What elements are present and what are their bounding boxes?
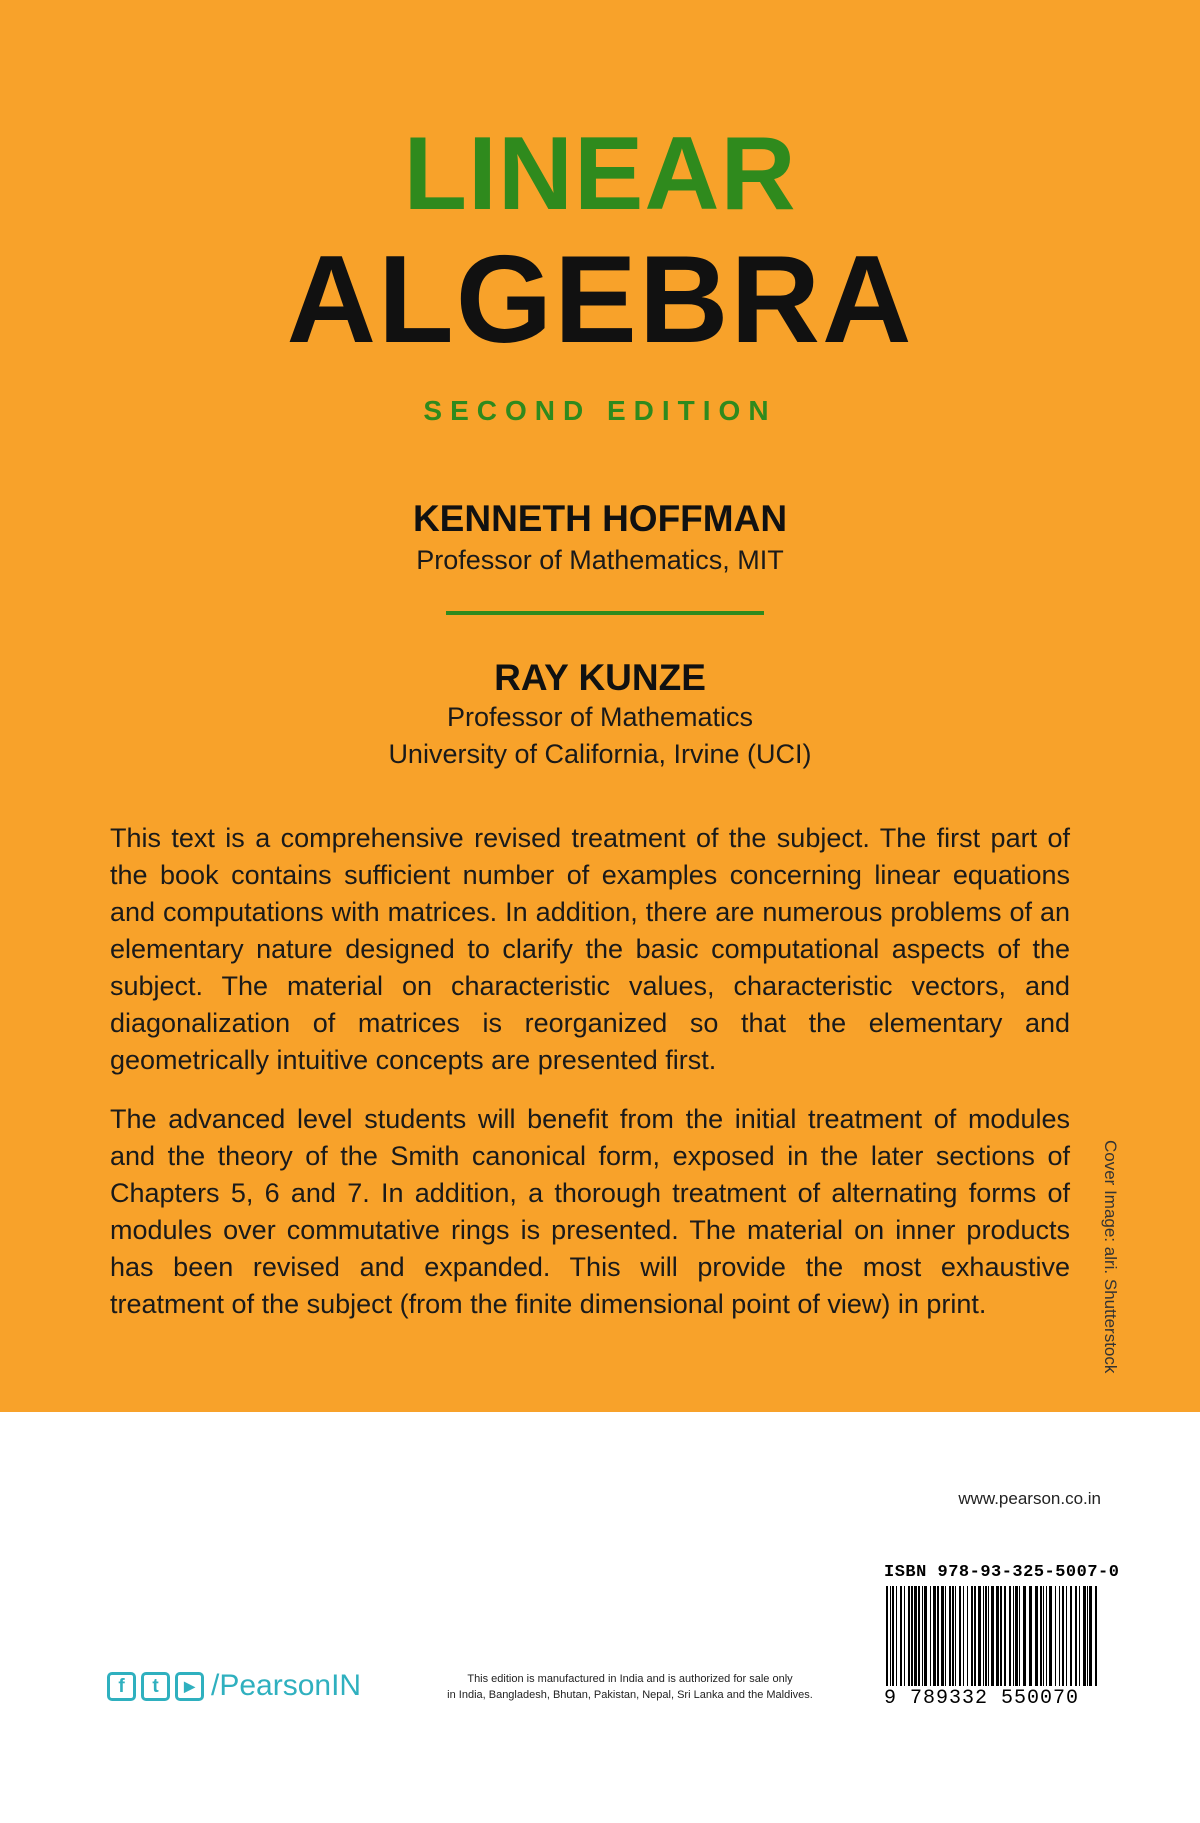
barcode-bar-42	[1046, 1586, 1047, 1686]
barcode-bar-34	[1013, 1586, 1014, 1686]
barcode-bar-8	[914, 1586, 917, 1686]
barcode-bar-0	[886, 1586, 888, 1686]
barcode-bar-53	[1089, 1586, 1092, 1686]
barcode-bar-19	[955, 1586, 956, 1686]
barcode-bar-47	[1066, 1586, 1067, 1686]
author-name-hoffman: KENNETH HOFFMAN	[412, 498, 788, 539]
social-handle[interactable]: /PearsonIN	[211, 1669, 362, 1702]
barcode-bar-39	[1035, 1586, 1038, 1686]
barcode-bar-27	[985, 1586, 987, 1686]
distribution-notice	[420, 1671, 840, 1703]
barcode-bar-54	[1095, 1586, 1097, 1686]
barcode-bar-43	[1049, 1586, 1052, 1686]
barcode-bar-10	[922, 1586, 923, 1686]
twitter-icon[interactable]: t	[141, 1672, 170, 1701]
barcode-bar-33	[1009, 1586, 1011, 1686]
barcode-bar-23	[971, 1586, 973, 1686]
author-affiliation-kunze-university: University of California, Irvine (UCI)	[388, 739, 812, 769]
barcode-bar-21	[963, 1586, 964, 1686]
barcode-bar-11	[924, 1586, 927, 1686]
barcode-bar-22	[967, 1586, 968, 1686]
barcode-bar-20	[959, 1586, 961, 1686]
cover-image-credit: Cover Image: alri. Shutterstock	[1101, 1140, 1120, 1374]
barcode-bar-49	[1075, 1586, 1077, 1686]
edition-label: SECOND EDITION	[423, 395, 777, 426]
barcode-bar-36	[1019, 1586, 1020, 1686]
publisher-url[interactable]: www.pearson.co.in	[958, 1489, 1101, 1508]
title-line-linear: LINEAR	[403, 116, 797, 232]
barcode-bar-50	[1079, 1586, 1080, 1686]
barcode-bar-44	[1055, 1586, 1056, 1686]
blurb-paragraph-1: This text is a comprehensive revised treatment of the subject. The first part of the book contains sufficient number of examples concerning linear equations and computations with matrices. In addition, there are numerous problems of an elementary nature designed to clarify the basic computational aspects of the subject. The material on characteristic values, characteristic vectors, and diagonalization of matrices is reorganized so that the elementary and geometrically intuitive concepts are presented first.	[110, 823, 1070, 1075]
barcode-bar-28	[988, 1586, 989, 1686]
barcode-bar-52	[1087, 1586, 1088, 1686]
barcode-bar-48	[1070, 1586, 1072, 1686]
barcode-bar-1	[890, 1586, 891, 1686]
barcode	[886, 1586, 1102, 1686]
barcode-bar-12	[930, 1586, 931, 1686]
barcode-bar-15	[941, 1586, 944, 1686]
barcode-bar-32	[1004, 1586, 1006, 1686]
barcode-bar-7	[911, 1586, 913, 1686]
social-links	[107, 1671, 361, 1701]
barcode-bar-45	[1059, 1586, 1060, 1686]
barcode-bar-37	[1023, 1586, 1026, 1686]
barcode-bar-31	[1000, 1586, 1002, 1686]
barcode-bar-51	[1083, 1586, 1086, 1686]
barcode-bar-40	[1040, 1586, 1042, 1686]
barcode-bar-3	[896, 1586, 897, 1686]
barcode-bar-35	[1015, 1586, 1018, 1686]
barcode-bar-41	[1043, 1586, 1044, 1686]
barcode-bar-17	[949, 1586, 951, 1686]
youtube-icon[interactable]: ▶	[175, 1672, 204, 1701]
barcode-bar-24	[974, 1586, 976, 1686]
barcode-bar-26	[983, 1586, 984, 1686]
barcode-bar-46	[1062, 1586, 1064, 1686]
author-divider	[446, 611, 764, 615]
barcode-digits: 9 789332 550070	[884, 1687, 1080, 1710]
barcode-bar-13	[933, 1586, 936, 1686]
barcode-bar-18	[952, 1586, 954, 1686]
barcode-bar-6	[908, 1586, 910, 1686]
barcode-bar-14	[937, 1586, 939, 1686]
barcode-bar-25	[978, 1586, 981, 1686]
barcode-bar-5	[904, 1586, 905, 1686]
author-name-kunze: RAY KUNZE	[494, 657, 706, 698]
barcode-bar-38	[1029, 1586, 1032, 1686]
distribution-notice-line-2: in India, Bangladesh, Bhutan, Pakistan, Nepal, Sri Lanka and the Maldives.	[447, 1689, 813, 1701]
distribution-notice-line-1: This edition is manufactured in India and is authorized for sale only	[467, 1673, 793, 1685]
blurb-paragraph-2: The advanced level students will benefit from the initial treatment of modules and the theory of the Smith canonical form, exposed in the later sections of Chapters 5, 6 and 7. In addition, a thorough treatment of alternating forms of modules over commutative rings is presented. The material on inner products has been revised and expanded. This will provide the most exhaustive treatment of the subject (from the finite dimensional point of view) in print.	[110, 1104, 1070, 1319]
barcode-bar-2	[892, 1586, 894, 1686]
barcode-bar-16	[945, 1586, 946, 1686]
author-affiliation-hoffman: Professor of Mathematics, MIT	[416, 545, 784, 575]
barcode-bar-9	[918, 1586, 920, 1686]
isbn-label: ISBN 978-93-325-5007-0	[884, 1563, 1120, 1582]
barcode-bar-29	[991, 1586, 994, 1686]
barcode-bar-4	[900, 1586, 902, 1686]
facebook-icon[interactable]: f	[107, 1672, 136, 1701]
title-line-algebra: ALGEBRA	[286, 231, 914, 369]
barcode-bar-30	[996, 1586, 999, 1686]
author-affiliation-kunze-title: Professor of Mathematics	[446, 702, 754, 732]
